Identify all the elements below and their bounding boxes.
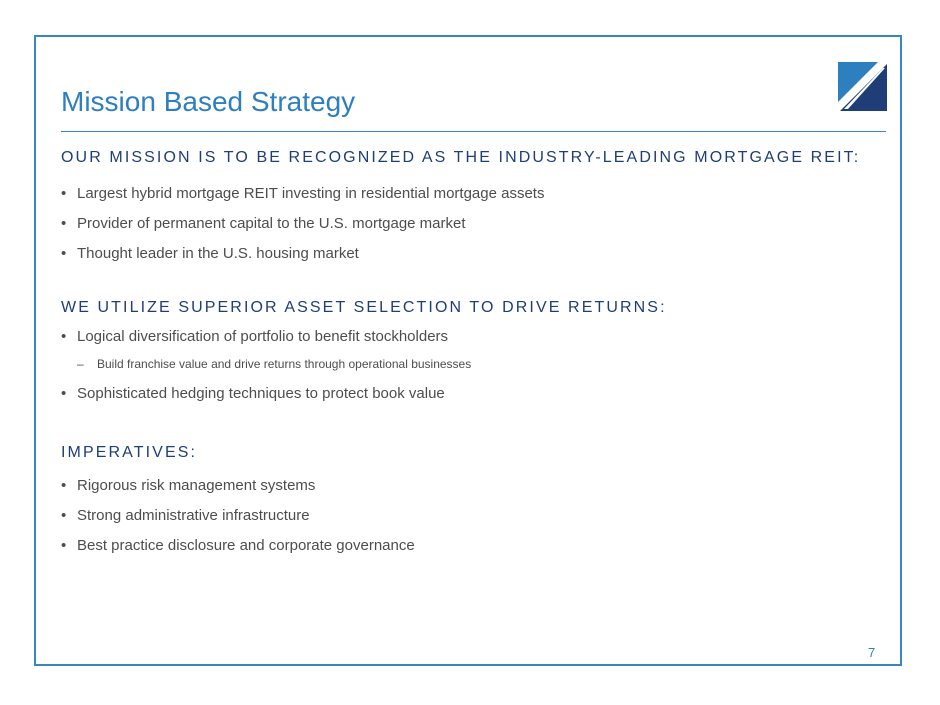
bullet-icon: • — [61, 245, 67, 262]
list-item — [61, 245, 881, 263]
bullet-icon: • — [61, 507, 67, 524]
section-heading: WE UTILIZE SUPERIOR ASSET SELECTION TO DRIVE RETURNS: — [61, 299, 667, 316]
list-item — [61, 328, 881, 346]
section-heading: IMPERATIVES: — [61, 444, 198, 461]
mission-section — [61, 148, 881, 263]
bullet-icon: • — [61, 328, 67, 345]
bullet-text: Largest hybrid mortgage REIT investing in residential mortgage assets — [77, 185, 545, 202]
bullet-text: Logical diversification of portfolio to benefit stockholders — [77, 328, 449, 345]
bullet-list — [61, 185, 881, 263]
dash-icon: – — [77, 357, 84, 371]
company-logo — [838, 62, 887, 111]
title-divider — [61, 131, 886, 132]
bullet-list — [61, 477, 881, 555]
sub-bullet-text: Build franchise value and drive returns through operational businesses — [97, 357, 472, 371]
list-item — [61, 537, 881, 555]
bullet-text: Strong administrative infrastructure — [77, 507, 310, 524]
list-item — [61, 507, 881, 525]
bullet-text: Provider of permanent capital to the U.S. mortgage market — [77, 215, 466, 232]
bullet-text: Sophisticated hedging techniques to protect book value — [77, 385, 445, 402]
list-item — [61, 385, 881, 403]
bullet-icon: • — [61, 477, 67, 494]
list-item — [61, 185, 881, 203]
bullet-icon: • — [61, 385, 67, 402]
bullet-list — [61, 328, 881, 403]
bullet-icon: • — [61, 537, 67, 554]
sub-list-item — [61, 356, 881, 372]
imperatives-section — [61, 443, 881, 555]
bullet-text: Thought leader in the U.S. housing market — [77, 245, 359, 262]
list-item — [61, 477, 881, 495]
section-heading: OUR MISSION IS TO BE RECOGNIZED AS THE INDUSTRY-LEADING MORTGAGE REIT: — [61, 149, 861, 166]
asset-selection-section — [61, 298, 881, 403]
bullet-icon: • — [61, 215, 67, 232]
list-item — [61, 215, 881, 233]
bullet-icon: • — [61, 185, 67, 202]
bullet-text: Best practice disclosure and corporate governance — [77, 537, 415, 554]
bullet-text: Rigorous risk management systems — [77, 477, 316, 494]
page-number: 7 — [868, 645, 876, 660]
slide-title: Mission Based Strategy — [61, 86, 356, 117]
